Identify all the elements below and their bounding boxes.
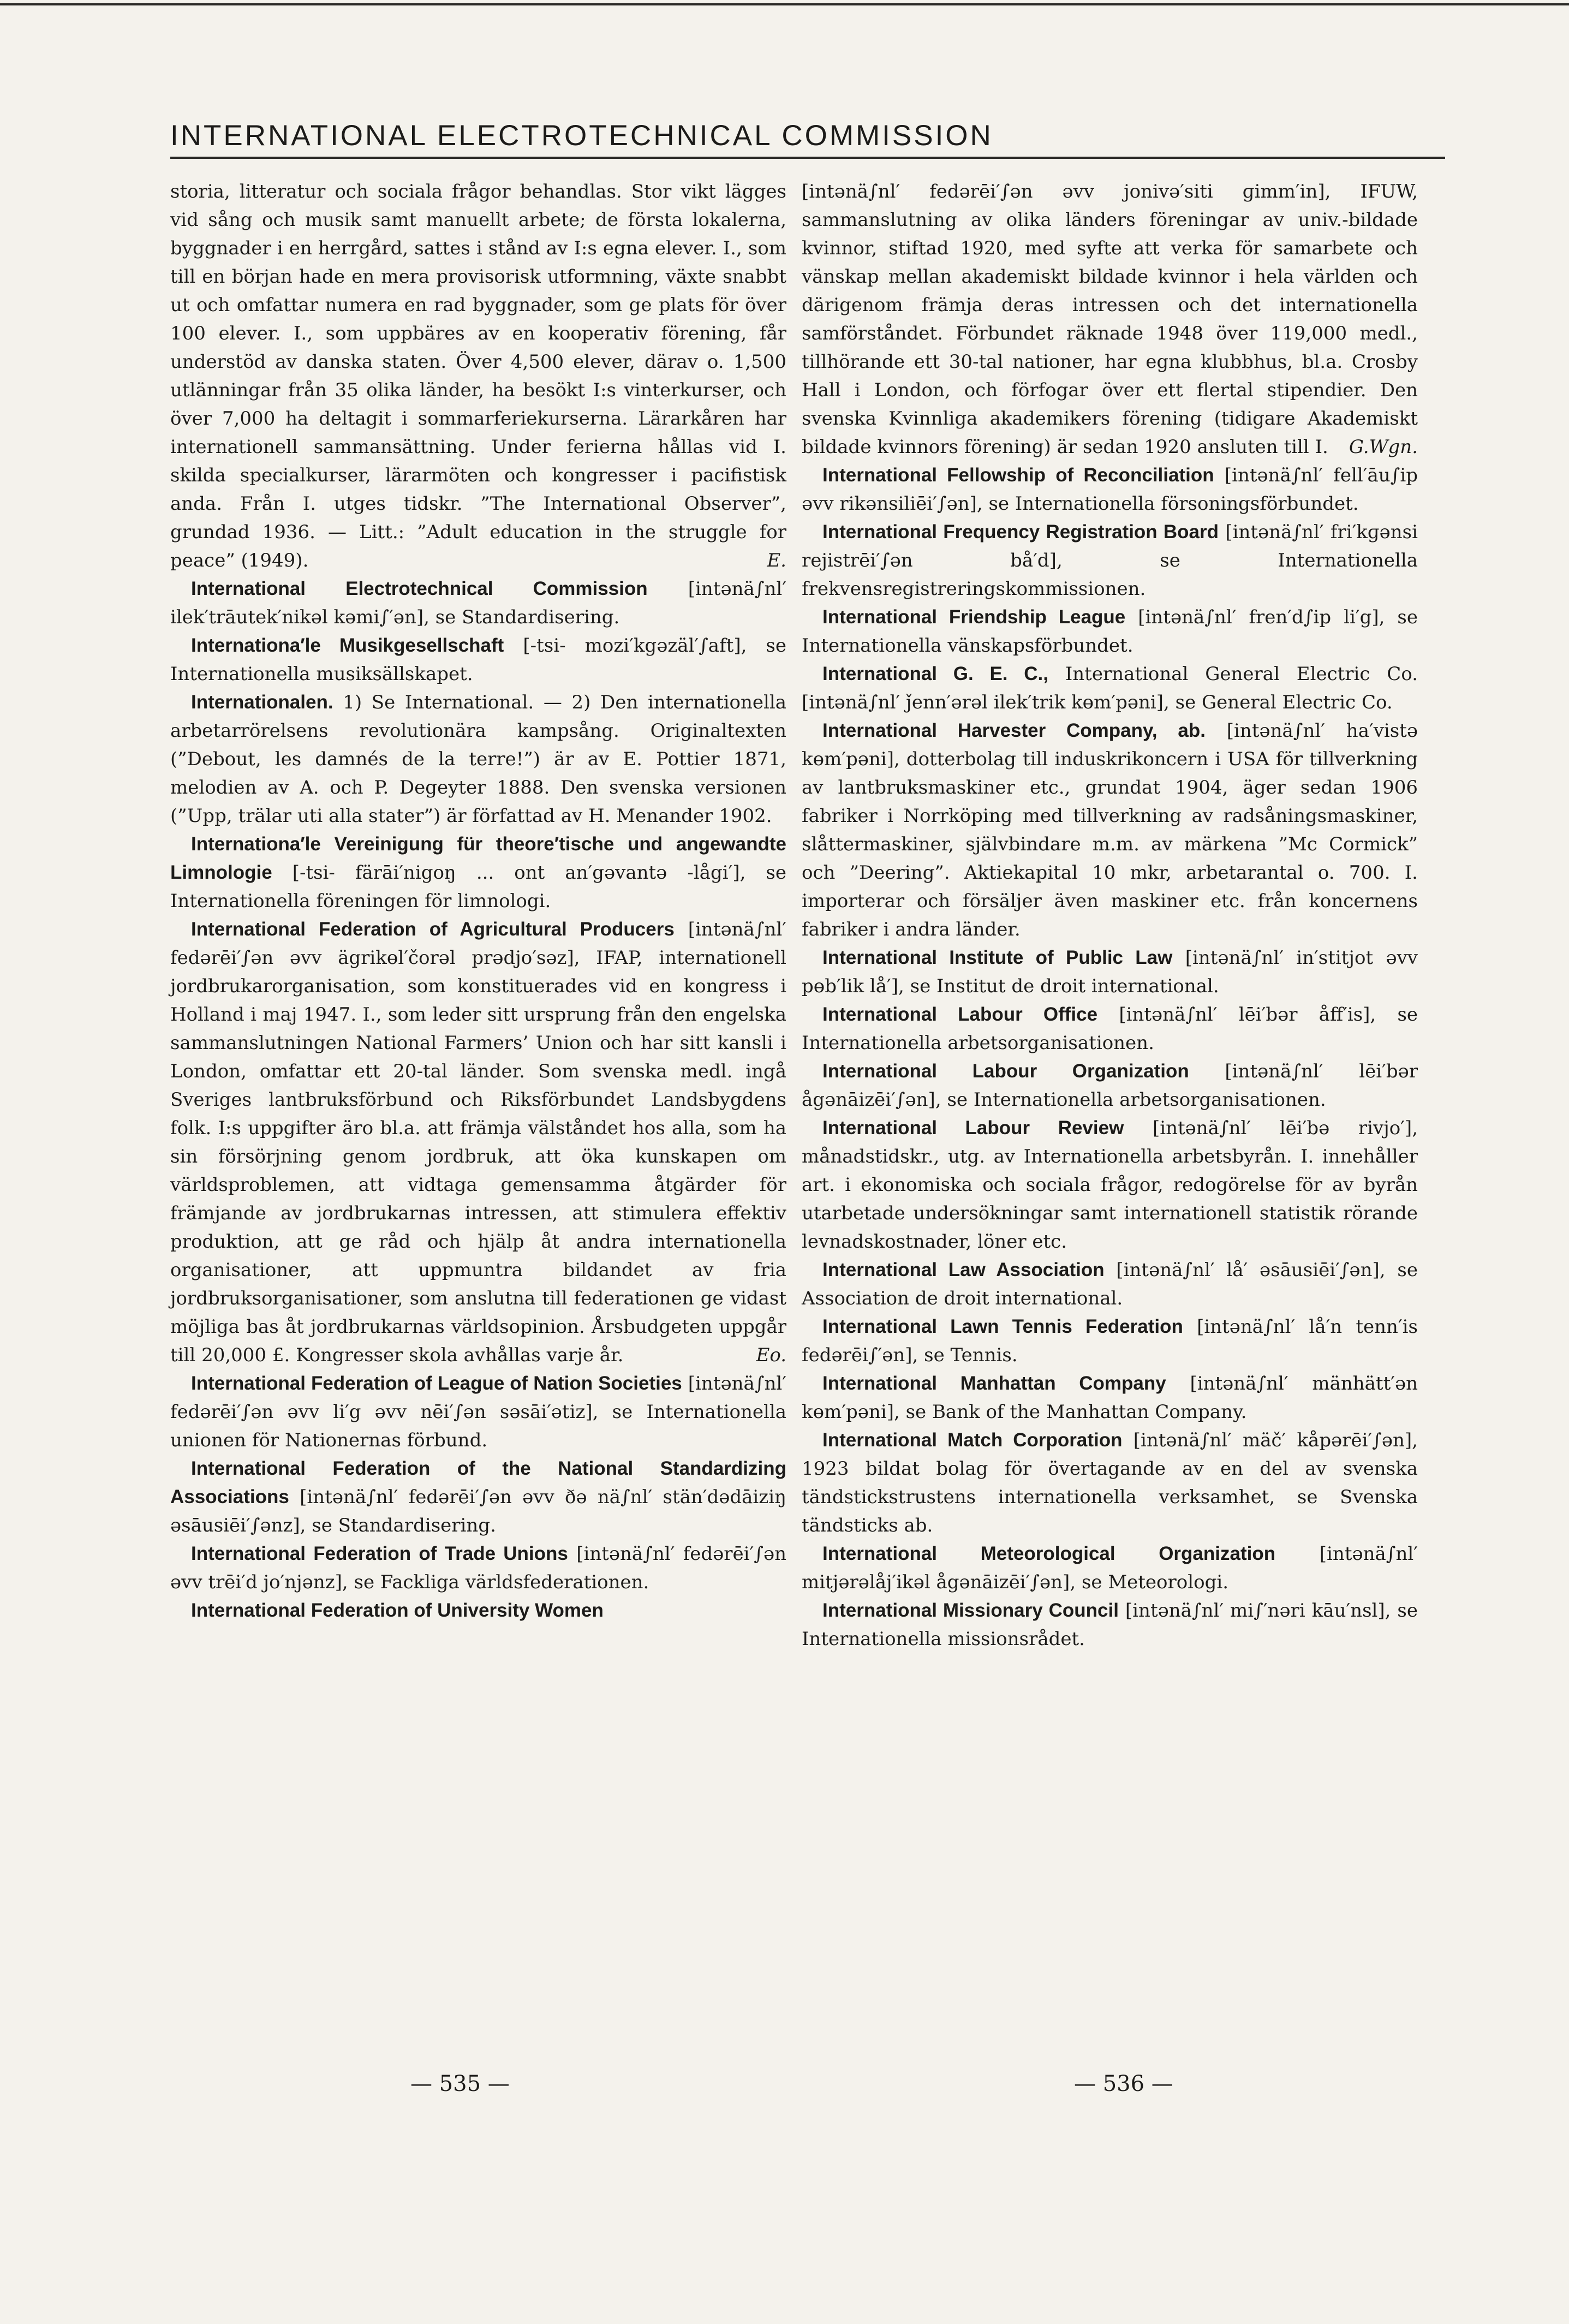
entry-headword: International Federation of the National Standardizing Associations (170, 1458, 786, 1507)
entry-headword: International Institute of Public Law (822, 947, 1173, 968)
dictionary-entry (802, 1596, 1418, 1653)
dictionary-entry (802, 177, 1418, 461)
entry-headword: International G. E. C., (822, 663, 1048, 684)
entry-text: [intənä∫nl′ in′stitjot əvv pɵb′lik lå′], se Institut de droit international. (802, 947, 1418, 997)
header-rule (170, 157, 1445, 159)
right-column (802, 177, 1418, 1653)
entry-text: [intənä∫nl′ lå′ əsāusiēi′∫ən], se Association de droit international. (802, 1259, 1418, 1309)
entry-headword: International Law Association (822, 1259, 1105, 1280)
entry-text: [intənä∫nl′ fri′kɡənsi rejistrēi′∫ən bå′d], se Internationella frekvensregistreringskommissionen. (802, 521, 1418, 600)
entry-text: [intənä∫nl′ mänhätt′ən kɵm′pəni], se Bank of the Manhattan Company. (802, 1373, 1418, 1423)
entry-headword: International Federation of Agricultural Producers (191, 919, 675, 940)
entry-headword: International Frequency Registration Board (822, 521, 1219, 543)
dictionary-entry (802, 944, 1418, 1000)
entry-text: [intənä∫nl′ fedərēi′∫ən əvv ðə nä∫nl′ stän′dədāiziŋ əsāusiēi′∫ənz], se Standardisering. (170, 1486, 786, 1536)
entry-text: [intənä∫nl′ ha′vistə kɵm′pəni], dotterbolag till induskrikoncern i USA för tillverkning av lantbruksmaskiner etc., grundat 1904, äger sedan 1906 fabriker i Norrköping med tillverkning av radsåningsmaskiner, slåttermaskiner, självbindare m.m. av märkena ”Mc Cormick” och ”Deering”. Aktiekapital 10 mkr, arbetarantal o. 700. I. importerar och försäljer även maskiner etc. från koncernens fabriker i andra länder. (802, 720, 1418, 940)
entry-headword: International Fellowship of Reconciliation (822, 464, 1214, 486)
entry-headword: International Labour Organization (822, 1060, 1189, 1082)
entry-text: [intənä∫nl′ mäč′ kåpərēi′∫ən], 1923 bildat bolag för övertagande av en del av svenska tändstickstrustens internationella verksamhet, se Svenska tändsticks ab. (802, 1429, 1418, 1536)
entry-text: [-tsi- mozi′kgəzäl′∫aft], se Internationella musiksällskapet. (170, 635, 786, 685)
dictionary-entry (170, 575, 786, 631)
running-header: INTERNATIONAL ELECTROTECHNICAL COMMISSION (170, 120, 993, 152)
entry-headword: International Manhattan Company (822, 1373, 1166, 1394)
entry-text: [intənä∫nl′ lēi′bər ågənāizēi′∫ən], se Internationella arbetsorganisationen. (802, 1060, 1418, 1111)
author-signature: G.Wgn. (1349, 436, 1418, 458)
dictionary-entry (170, 1596, 786, 1625)
entry-text: storia, litteratur och sociala frågor behandlas. Stor vikt lägges vid sång och musik samt manuellt arbete; de första lokalerna, byggnader i en herrgård, sattes i stånd av I:s egna elever. I., som till en början hade en mera provisorisk utformning, växte snabbt ut och omfattar numera en rad byggnader, som ge plats för över 100 elever. I., som uppbäres av en kooperativ förening, får understöd av danska staten. Över 4,500 elever, därav o. 1,500 utlänningar från 35 olika länder, ha besökt I:s vinterkurser, och över 7,000 ha deltagit i sommarferiekurserna. Lärarkåren har internationell sammansättning. Under ferierna hållas vid I. skilda specialkurser, lärarmöten och kongresser i pacifistisk anda. Från I. utges tidskr. ”The International Observer”, grundad 1936. — Litt.: ”Adult education in the struggle for peace” (1949). (170, 181, 786, 571)
dictionary-entry (802, 1540, 1418, 1596)
entry-text: 1) Se International. — 2) Den internationella arbetarrörelsens revolutionära kampsång. Originaltexten (”Debout, les damnés de la terre!”) är av E. Pottier 1871, melodien av A. och P. Degeyter 1888. Den svenska versionen (”Upp, trälar uti alla stater”) är författad av H. Menander 1902. (170, 692, 786, 827)
dictionary-entry (802, 518, 1418, 603)
entry-headword: International Match Corporation (822, 1429, 1123, 1451)
entry-headword: Internationa′le Musikgesellschaft (191, 635, 504, 656)
dictionary-entry (802, 1000, 1418, 1057)
entry-text: [intənä∫nl′ fedərēi′∫ən əvv ägrikɵl′čorəl prədjo′səz], IFAP, internationell jordbrukarorganisation, som konstituerades vid en kongress i Holland i maj 1947. I., som leder sitt ursprung från den engelska sammanslutningen National Farmers’ Union och har sitt kansli i London, omfattar ett 20-tal länder. Som svenska medl. ingå Sveriges lantbruksförbund och Riksförbundet Landsbygdens folk. I:s uppgifter äro bl.a. att främja välståndet hos alla, som ha sin försörjning genom jordbruk, att öka kunskapen om världsproblemen, att vidtaga gemensamma åtgärder för främjande av jordbrukarnas intressen, att stimulera effektiv produktion, att ge råd och hjälp åt andra internationella organisationer, att uppmuntra bildandet av fria jordbruksorganisationer, som anslutna till federationen ge vidast möjliga bas åt jordbrukarnas världsopinion. Årsbudgeten uppgår till 20,000 £. Kongresser skola avhållas varje år. (170, 919, 786, 1366)
dictionary-entry (802, 603, 1418, 660)
dictionary-entry (802, 1313, 1418, 1369)
dictionary-entry (170, 177, 786, 575)
page-number-right: — 536 — (1074, 2071, 1173, 2096)
entry-text: [intənä∫nl′ mitjərəlåj′ikəl ågənāizēi′∫ən], se Meteorologi. (802, 1543, 1418, 1593)
entry-headword: International Harvester Company, ab. (822, 720, 1206, 741)
entry-headword: Internationa′le Vereinigung für theore′tische und angewandte Limnologie (170, 833, 786, 883)
entry-text: [intənä∫nl′ fell′āu∫ip əvv rikənsiliēi′∫ən], se Internationella försoningsförbundet. (802, 464, 1418, 515)
top-edge-rule (0, 3, 1569, 5)
entry-headword: International Meteorological Organization (822, 1543, 1276, 1564)
entry-headword: International Federation of League of Nation Societies (191, 1373, 682, 1394)
entry-headword: International Federation of University Women (191, 1600, 604, 1621)
dictionary-entry (170, 1455, 786, 1540)
entry-text: [-tsi- färāi′nigoŋ ... ont an′gəvantə -lågi′], se Internationella föreningen för limnologi. (170, 862, 786, 912)
entry-headword: International Federation of Trade Unions (191, 1543, 568, 1564)
entry-text: [intənä∫nl′ lēi′bə rivjo′], månadstidskr., utg. av Internationella arbetsbyrån. I. innehåller art. i ekonomiska och sociala frågor, redogörelse för av byrån utarbetade undersökningar samt internationell statistik rörande levnadskostnader, löner etc. (802, 1117, 1418, 1253)
dictionary-entry (170, 688, 786, 830)
dictionary-entry (802, 461, 1418, 518)
entry-headword: International Lawn Tennis Federation (822, 1316, 1183, 1337)
entry-text: [intənä∫nl′ fren′d∫ip li′g], se Internationella vänskapsförbundet. (802, 606, 1418, 657)
entry-headword: International Friendship League (822, 606, 1126, 628)
dictionary-entry (170, 915, 786, 1369)
left-column (170, 177, 786, 1625)
dictionary-entry (802, 1256, 1418, 1313)
dictionary-entry (170, 1369, 786, 1455)
entry-headword: International Labour Office (822, 1004, 1098, 1025)
entry-headword: International Electrotechnical Commission (191, 578, 648, 599)
dictionary-entry (802, 1369, 1418, 1426)
entry-text: [intənä∫nl′ fedərēi′∫ən əvv trēi′d jo′njənz], se Fackliga världsfederationen. (170, 1543, 787, 1593)
entry-text: [intənä∫nl′ mi∫′nəri kāu′nsl], se Internationella missionsrådet. (802, 1600, 1418, 1650)
entry-headword: Internationalen. (191, 692, 333, 713)
entry-text: [intənä∫nl′ lēi′bər åff′is], se Internationella arbetsorganisationen. (802, 1004, 1418, 1054)
entry-headword: International Missionary Council (822, 1600, 1119, 1621)
dictionary-entry (170, 631, 786, 688)
dictionary-entry (802, 1114, 1418, 1256)
dictionary-entry (802, 660, 1418, 717)
dictionary-entry (802, 1426, 1418, 1540)
dictionary-entry (802, 717, 1418, 944)
entry-text: International General Electric Co. [intənä∫nl′ ǰenn′ərəl ilek′trik kɵm′pəni], se General Electric Co. (802, 663, 1418, 713)
entry-text: [intənä∫nl′ lå′n tenn′is fedərēi∫′ən], se Tennis. (802, 1316, 1418, 1366)
dictionary-entry (170, 830, 786, 915)
entry-headword: International Labour Review (822, 1117, 1124, 1139)
entry-text: [intənä∫nl′ ilek′trāutek′nikəl kəmi∫′ən], se Standardisering. (170, 578, 786, 628)
entry-text: [intənä∫nl′ fedərēi′∫ən əvv jonivə′siti ɡimm′in], IFUW, sammanslutning av olika länders föreningar av univ.-bildade kvinnor, stiftad 1920, med syfte att verka för samarbete och vänskap mellan akademiskt bildade kvinnor i hela världen och därigenom främja deras intressen och det internationella samförståndet. Förbundet räknade 1948 över 119,000 medl., tillhörande ett 30-tal nationer, har egna klubbhus, bl.a. Crosby Hall i London, och förfogar över ett flertal stipendier. Den svenska Kvinnliga akademikers förening (tidigare Akademiskt bildade kvinnors förening) är sedan 1920 ansluten till I. (802, 181, 1418, 458)
dictionary-entry (802, 1057, 1418, 1114)
author-signature: E. (767, 550, 786, 571)
dictionary-entry (170, 1540, 786, 1596)
entry-text: [intənä∫nl′ fedərēi′∫ən əvv li′g əvv nēi′∫ən səsāi′ətiz], se Internationella unionen för Nationernas förbund. (170, 1373, 786, 1451)
page-number-left: — 535 — (410, 2071, 510, 2096)
author-signature: Eo. (756, 1344, 786, 1366)
